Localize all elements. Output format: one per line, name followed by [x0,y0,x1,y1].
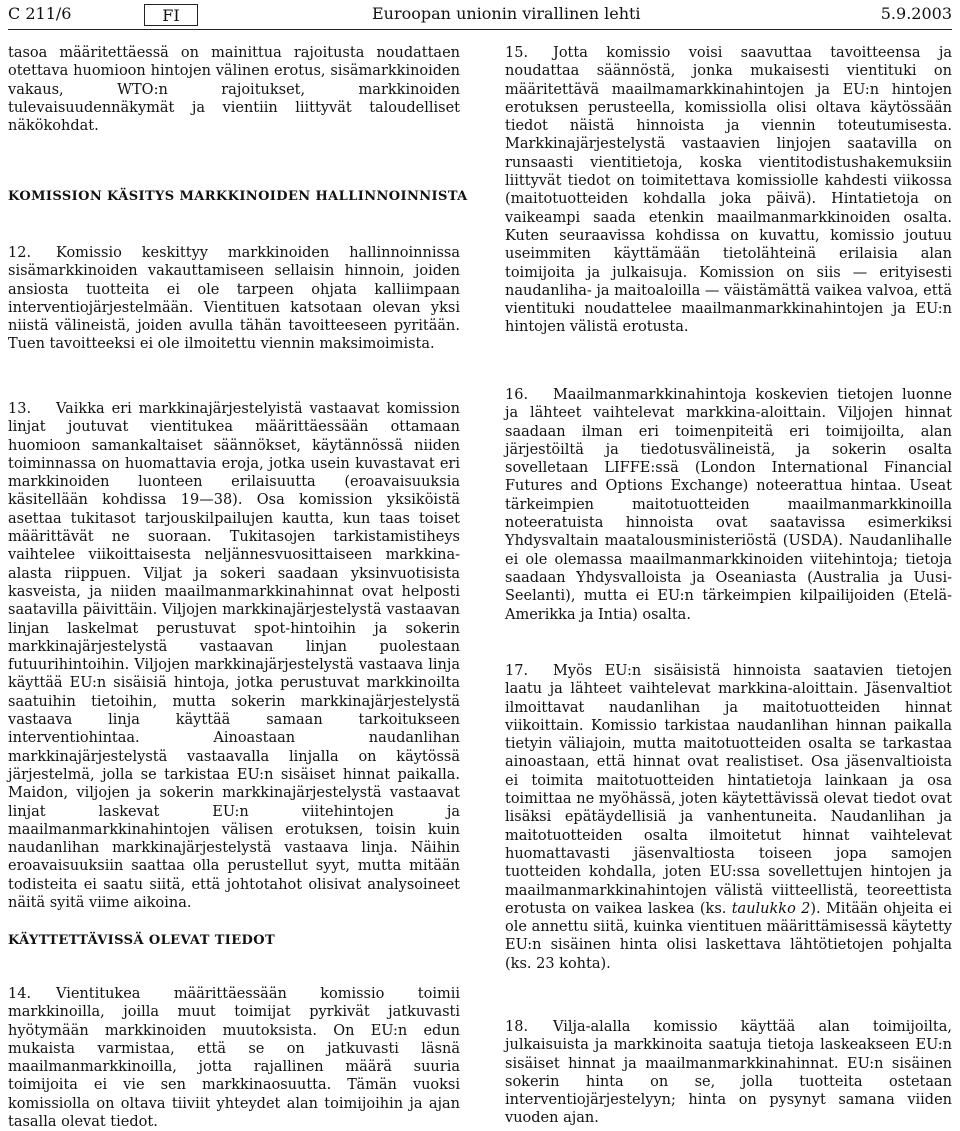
page-number: C 211/6 [8,4,72,23]
paragraph-text: Vilja-alalla komissio käyttää alan toimijoilta, julkaisuista ja markkinoita saatuja tietoja laskeakseen EU:n sisäiset hinnat ja maailmanmarkkinahinnat. EU:n sisäinen sokerin hinta on se, jolla tuotteita ostetaan interventiojärjestelyyn; hinta on pysynyt samana viiden vuoden ajan. [505,1019,952,1127]
paragraph-text: Vientitukea määrittäessään komissio toimii markkinoilla, joilla muut toimijat pyrkivät jatkuvasti hyötymään markkinoiden muutoksista. On EU:n edun mukaista varmistaa, että se on jatkuvasti läsnä maailmanmarkkinoilla, jotta rajallinen määrä suuria toimijoita ei vie sen markkinaosuutta. Tämän vuoksi komissiolla on oltava tiiviit yhteydet alan toimijoihin ja ajan tasalla olevat tiedot. [8,986,460,1131]
paragraph-text: Vaikka eri markkinajärjestelyistä vastaavat komission linjat joutuvat vientitukea määrittäessään ottamaan huomioon samankaltaiset säännökset, käytännössä niiden toiminnassa on huomattavia eroja, jotka usein kuvastavat eri markkinoiden luonteen erilaisuutta (eroavaisuuksia käsitellään kohdissa 19—38). Osa komission yksiköistä asettaa tukitasot tarjouskilpailujen kautta, kun taas toiset määrittävät ne suoraan. Tukitasojen tarkistamistiheys vaihtelee viikoittaisesta neljännesvuosittaiseen markkina-alasta riippuen. Viljat ja sokeri saadaan yksinvuotisista kasveista, ja niiden maailmanmarkkinahinnat ovat helposti saatavilla päivittäin. Viljojen markkinajärjestelystä vastaavan linjan laskelmat perustuvat spot-hintoihin ja sokerin markkinajärjestelystä vastaavan linjan puolestaan futuurihintoihin. Viljojen markkinajärjestelystä vastaava linja käyttää EU:n sisäisiä hintoja, jotka perustuvat markkinoilta saatuihin tietoihin, mutta sokerin markkinajärjestelystä vastaava linja käyttää samaan tarkoitukseen interventiohintaa. Ainoastaan naudanlihan markkinajärjestelystä vastaavalla linjalla on käytössä järjestelmä, jolla se tarkistaa EU:n sisäiset hinnat paikalla. Maidon, viljojen ja sokerin markkinajärjestelystä vastaavat linjat laskevat EU:n viitehintojen ja maailmanmarkkinahintojen välisen erotuksen, toisin kuin naudanlihan markkinajärjestelystä vastaava linja. Näihin eroavaisuuksiin saattaa olla perustellut syyt, mutta mitään todisteita ei saatu siitä, että johtotahot olisivat analysoineet näitä syitä viime aikoina. [8,401,460,912]
paragraph-13 [8,400,460,912]
paragraph-text: Komissio keskittyy markkinoiden hallinnoinnissa sisämarkkinoiden vakauttamiseen sellaisin hinnoin, joiden ansiosta tuotteita ei ole tarpeen ohjata kalliimpaan interventiojärjestelmään. Vientituen katsotaan olevan yksi niistä välineistä, joiden avulla tähän tavoitteeseen pyritään. Tuen tavoitteeksi ei ole ilmoitettu viennin maksimoimista. [8,245,460,353]
paragraph-text: Myös EU:n sisäisistä hinnoista saatavien tietojen laatu ja lähteet vaihtelevat markkina-aloittain. Jäsenvaltiot ilmoittavat naudanlihan ja maitotuotteiden hinnat viikoittain. Komissio tarkistaa naudanlihan hinnan paikalla tietyin väliajoin, mutta maitotuotteiden osalta se tarkastaa ainoastaan, että hinnat ovat realistiset. Osa jäsenvaltioista ei toimita maitotuotteiden hintatietoja lainkaan ja osa toimittaa ne myöhässä, joten käytettävissä olevat tiedot ovat lisäksi epätäydellisiä ja vanhentuneita. Naudanlihan ja maitotuotteiden osalta ilmoitetut hinnat vaihtelevat huomattavasti jäsenvaltiosta toiseen jopa samojen tuotteiden kohdalla, joten EU:ssa sovellettujen hintojen ja maailmanmarkkinahintojen välistä viitteellistä, teoreettista erotusta on vaikea laskea (ks. [505,663,952,917]
paragraph-number: 18. [505,1019,529,1035]
paragraph-12 [8,244,460,354]
paragraph-number: 14. [8,986,32,1002]
paragraph-14 [8,985,460,1131]
section-heading-market-management: KOMISSION KÄSITYS MARKKINOIDEN HALLINNOINNISTA [8,189,468,204]
paragraph-18 [505,1018,952,1128]
paragraph-number: 12. [8,245,32,261]
paragraph-number: 13. [8,401,32,417]
table-reference-link: taulukko 2 [731,900,811,917]
paragraph-text-continued: ). Mitään ohjeita ei ole annettu siitä, kuinka vientituen määrittämisessä käytetty EU:n sisäinen hinta olisi laskettava lähtötietojen pohjalta (ks. 23 kohta). [505,900,952,972]
paragraph-number: 15. [505,45,529,61]
paragraph-number: 17. [505,663,529,679]
paragraph-number: 16. [505,387,529,403]
paragraph-text: Jotta komissio voisi saavuttaa tavoitteensa ja noudattaa säännöstä, jonka mukaisesti vientituki on määritettävä maailmamarkkinahintojen ja EU:n hintojen erotuksen perusteella, komissiolla olisi oltava käytössään tiedot näistä hinnoista ja viennin toteutumisesta. Markkinajärjestelystä vastaavien linjojen saatavilla on runsaasti vientitietoja, koska vientitodistushakemuksiin liittyvät tiedot on toimitettava komissiolle kahdesti viikossa (maitotuotteiden kohdalla joka päivä). Hintatietoja on vaikeampi saada etenkin maailmanmarkkinoiden osalta. Kuten seuraavissa kohdissa on kuvattu, komissio joutuu useimmiten käyttämään tietolähteinä erilaisia alan toimijoita ja julkaisuja. Komission on siis — erityisesti naudanliha- ja maitoaloilla — väistämättä vaikea valvoa, että vientituki noudattelee maailmanmarkkinahintojen ja EU:n hintojen välistä erotusta. [505,45,952,336]
paragraph-17 [505,662,952,973]
header-rule [8,29,952,30]
paragraph-16 [505,386,952,624]
journal-title: Euroopan unionin virallinen lehti [372,4,641,23]
paragraph-text: Maailmanmarkkinahintoja koskevien tietojen luonne ja lähteet vaihtelevat markkina-aloittain. Viljojen hinnat saadaan ilman eri toimenpiteitä eri toimijoilta, alan järjestöiltä ja tiedotusvälineistä, ja sokerin osalta sovelletaan LIFFE:ssä (London International Financial Futures and Options Exchange) noteerattua hintaa. Useat tärkeimpien maitotuotteiden maailmanmarkkinoilla noteeratuista hinnoista ovat saatavissa esimerkiksi Yhdysvaltain maatalousministeriöstä (USDA). Naudanlihalle ei ole olemassa maailmanmarkkinoiden viitehintoja; tietoja saadaan Yhdysvalloista ja Oseaniasta (Australia ja Uusi-Seelanti), mutta ei EU:n tärkeimpien kilpailijoiden (Etelä-Amerikka ja Intia) osalta. [505,387,952,623]
paragraph-15 [505,44,952,337]
intro-paragraph [8,44,460,135]
page-header [8,4,952,28]
publication-date: 5.9.2003 [880,4,952,23]
language-code-box: FI [144,4,198,26]
section-heading-available-data: KÄYTTETTÄVISSÄ OLEVAT TIEDOT [8,933,276,948]
intro-paragraph-text: tasoa määritettäessä on mainittua rajoitusta noudattaen otettava huomioon hintojen välinen erotus, sisämarkkinoiden vakaus, WTO:n rajoitukset, markkinoiden tulevaisuudennäkymät ja vientiin liittyvät taloudelliset näkökohdat. [8,45,460,135]
